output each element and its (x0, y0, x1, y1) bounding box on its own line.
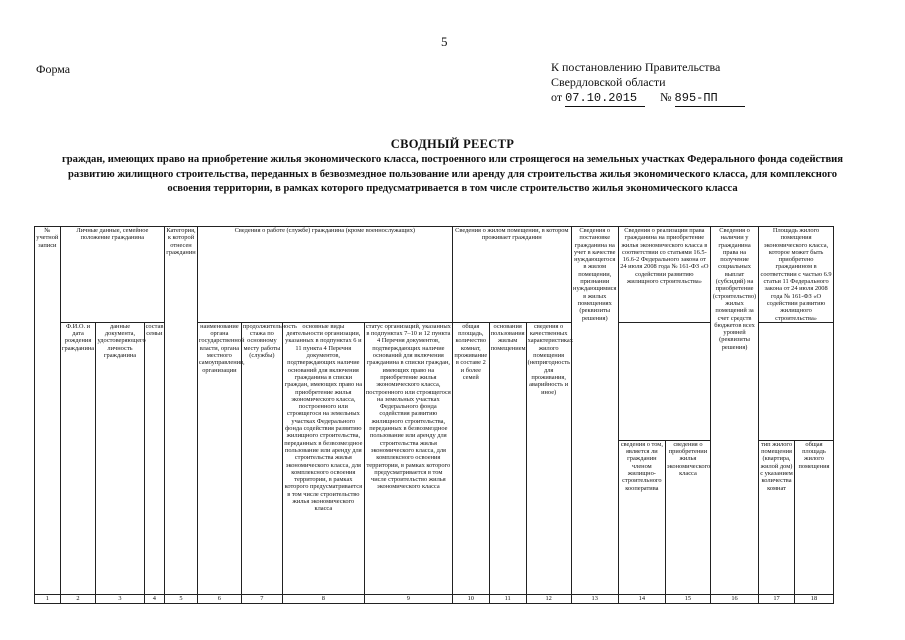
header-work-info: Сведения о работе (службе) гражданина (кроме военнослужащих) (197, 227, 452, 323)
header-category: Категория, к которой отнесен гражданин (165, 227, 198, 595)
column-number: 10 (452, 595, 489, 604)
header-organization: наименование органа государственной власти, органа местного самоуправления, организации (197, 322, 241, 594)
header-premises-type: тип жилого помещения (квартира, жилой дом) с указанием количества комнат (759, 440, 795, 594)
column-number: 12 (526, 595, 571, 604)
header-work-duration: продолжительность стажа по основному месту работы (службы) (241, 322, 282, 594)
column-number: 15 (665, 595, 710, 604)
document-title: СВОДНЫЙ РЕЕСТР (390, 137, 515, 151)
header-area-spacer (759, 322, 834, 440)
header-registration-info: Сведения о постановке гражданина на учет в качестве нуждающегося в жилом помещении, признании нуждающимися в жилых помещениях (реквизиты решения) (571, 227, 618, 595)
header-housing-info: Сведения о жилом помещении, в котором проживает гражданин (452, 227, 571, 323)
column-number: 13 (571, 595, 618, 604)
header-realization-spacer (618, 322, 710, 440)
approval-line-1: К постановлению Правительства (551, 60, 721, 74)
column-number: 1 (35, 595, 61, 604)
column-number: 14 (618, 595, 665, 604)
header-subsidy-info: Сведения о наличии у гражданина права на получение социальных выплат (субсидий) на приобретение (строительство) жилых помещений за счет средств бюджетов всех уровней (реквизиты решения) (710, 227, 758, 595)
document-subtitle: граждан, имеющих право на приобретение жилья экономического класса, построенного или строящегося на земельных участках Федерального фонда содействия развитию жилищного строительства, переданных в безвозмездное пользование или аренду для строительства жилья экономического класса, для комплексного освоения территории, в рамках которого предусматривается в том числе строительство жилья экономического класса (61, 154, 844, 194)
page-number: 5 (441, 34, 448, 49)
header-fio: Ф.И.О. и дата рождения гражданина (60, 322, 96, 594)
header-usage-basis: основания пользования жилым помещением (489, 322, 526, 594)
header-quality: сведения о качественных характеристиках жилого помещения (непригодность для проживания, аварийность и иное) (526, 322, 571, 594)
header-area-rooms: общая площадь, количество комнат, проживание в составе 2 и более семей (452, 322, 489, 594)
approval-date: 07.10.2015 (565, 91, 645, 107)
approval-number: 895-ПП (675, 91, 745, 107)
number-prefix: № (660, 90, 672, 104)
header-area-info: Площадь жилого помещения экономического класса, которое может быть приобретено гражданином в соответствии с частью 6.9 статьи 11 Федерального закона от 24 июля 2008 года № 161-ФЗ «О содействии развитию жилищного строительства» (760, 227, 832, 322)
column-number-row (35, 595, 834, 604)
column-number: 16 (710, 595, 758, 604)
approval-line-2: Свердловской области (551, 75, 666, 89)
header-account-number: № учетной записи (35, 227, 61, 595)
date-prefix: от (551, 90, 563, 104)
header-activities: основные виды деятельности организации, указанных в подпунктах 6 и 11 пункта 4 Перечня документов, подтверждающих наличие оснований для включения гражданина в списки граждан, имеющих право на приобретение жилья экономического класса, построенного или строящегося на земельных участках Федерального фонда содействия развитию жилищного строительства, переданных в безвозмездное пользование или аренду для строительства жилья экономического класса, для комплексного освоения территории, в рамках которого предусматривается в том числе строительство жилья экономического класса (282, 322, 364, 594)
header-id-document: данные документа, удостоверяющего личность гражданина (96, 322, 144, 594)
column-number: 2 (60, 595, 96, 604)
column-number: 17 (759, 595, 795, 604)
header-personal-data: Личные данные, семейное положение гражданина (60, 227, 165, 323)
approval-date-line (551, 90, 745, 107)
column-number: 7 (241, 595, 282, 604)
header-org-status: статус организаций, указанных в подпунктах 7–10 и 12 пункта 4 Перечня документов, подтверждающих наличие оснований для включения гражданина в списки граждан, имеющих право на приобретение жилья экономического класса, построенного или строящегося на земельных участках Федерального фонда содействия развитию жилищного строительства, переданных в безвозмездное пользование или аренду для строительства жилья экономического класса, для комплексного освоения территории, в рамках которого предусматривается в том числе строительство жилья экономического класса (364, 322, 452, 594)
approval-block (551, 60, 745, 107)
column-number: 18 (794, 595, 833, 604)
column-number: 9 (364, 595, 452, 604)
column-number: 5 (165, 595, 198, 604)
header-family: состав семьи (144, 322, 165, 594)
form-label: Форма (36, 62, 71, 76)
column-number: 6 (197, 595, 241, 604)
column-number: 3 (96, 595, 144, 604)
column-number: 11 (489, 595, 526, 604)
column-number: 8 (282, 595, 364, 604)
header-cooperative: сведения о том, является ли гражданин членом жилищно-строительного кооператива (618, 440, 665, 594)
header-realization-info: Сведения о реализации права гражданина на приобретение жилья экономического класса в соответствии со статьями 16.5-16.6-2 Федерального закона от 24 июля 2008 года № 161-ФЗ «О содействии развитию жилищного строительства» (618, 227, 710, 323)
column-number: 4 (144, 595, 165, 604)
registry-table (34, 226, 834, 604)
header-purchase: сведения о приобретении жилья экономического класса (665, 440, 710, 594)
header-total-area: общая площадь жилого помещения (794, 440, 833, 594)
